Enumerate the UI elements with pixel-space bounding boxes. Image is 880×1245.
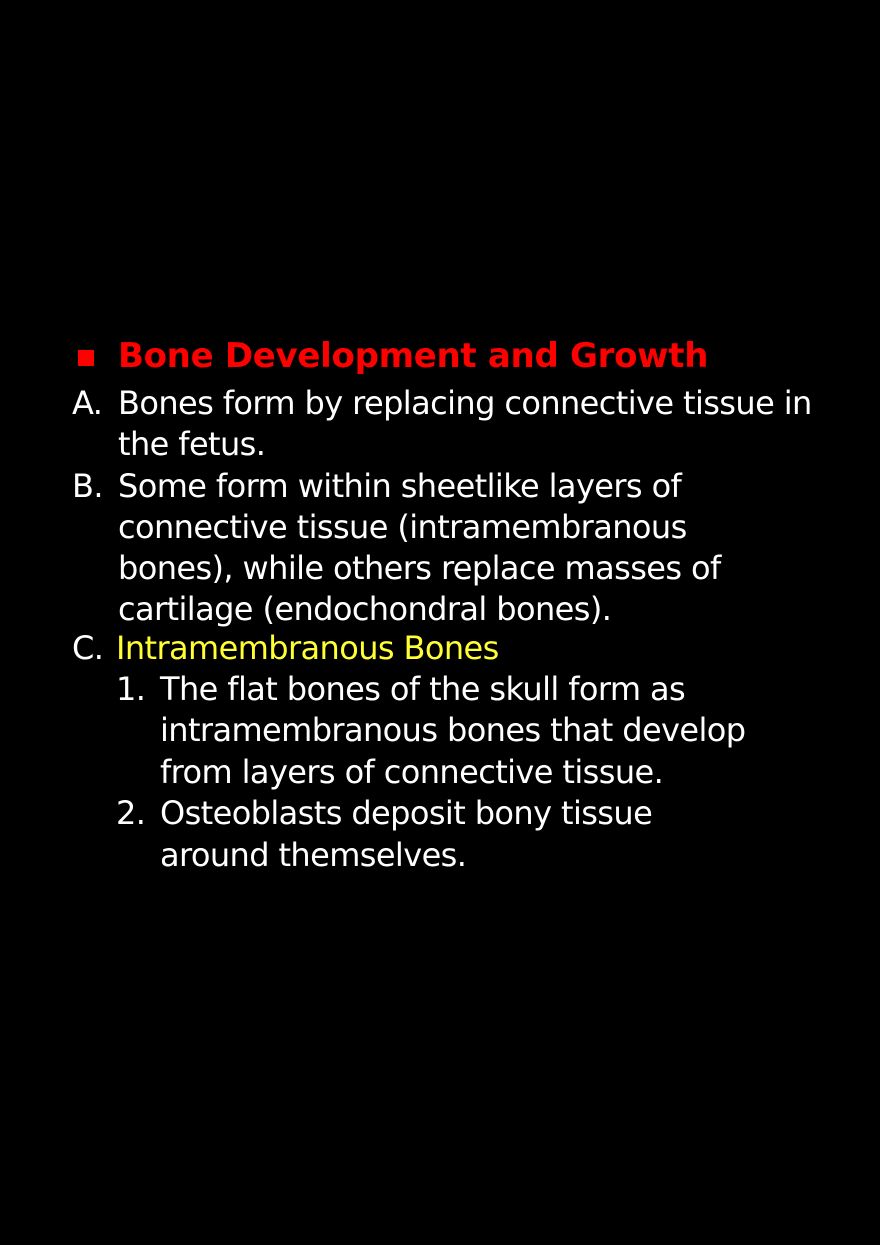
slide-title: Bone Development and Growth bbox=[118, 336, 709, 376]
item-b-line-2: connective tissue (intramembranous bbox=[118, 508, 687, 546]
item-b-label: B. bbox=[72, 467, 103, 505]
item-c-label: C. bbox=[72, 629, 104, 667]
subitem-1-line-1: The flat bones of the skull form as bbox=[160, 670, 686, 708]
item-b-line-4: cartilage (endochondral bones). bbox=[118, 590, 612, 628]
subitem-2-line-1: Osteoblasts deposit bony tissue bbox=[160, 794, 653, 832]
item-b-line-1: Some form within sheetlike layers of bbox=[118, 467, 682, 505]
square-bullet-icon bbox=[78, 350, 94, 366]
item-c-heading: Intramembranous Bones bbox=[116, 629, 499, 667]
subitem-1-label: 1. bbox=[116, 670, 146, 708]
subitem-1-line-3: from layers of connective tissue. bbox=[160, 753, 664, 791]
subitem-2-label: 2. bbox=[116, 794, 146, 832]
subitem-2-line-2: around themselves. bbox=[160, 836, 467, 874]
item-a-line-2: the fetus. bbox=[118, 425, 266, 463]
item-b-line-3: bones), while others replace masses of bbox=[118, 549, 721, 587]
item-a-label: A. bbox=[72, 384, 103, 422]
subitem-1-line-2: intramembranous bones that develop bbox=[160, 711, 746, 749]
item-a-line-1: Bones form by replacing connective tissue in bbox=[118, 384, 812, 422]
